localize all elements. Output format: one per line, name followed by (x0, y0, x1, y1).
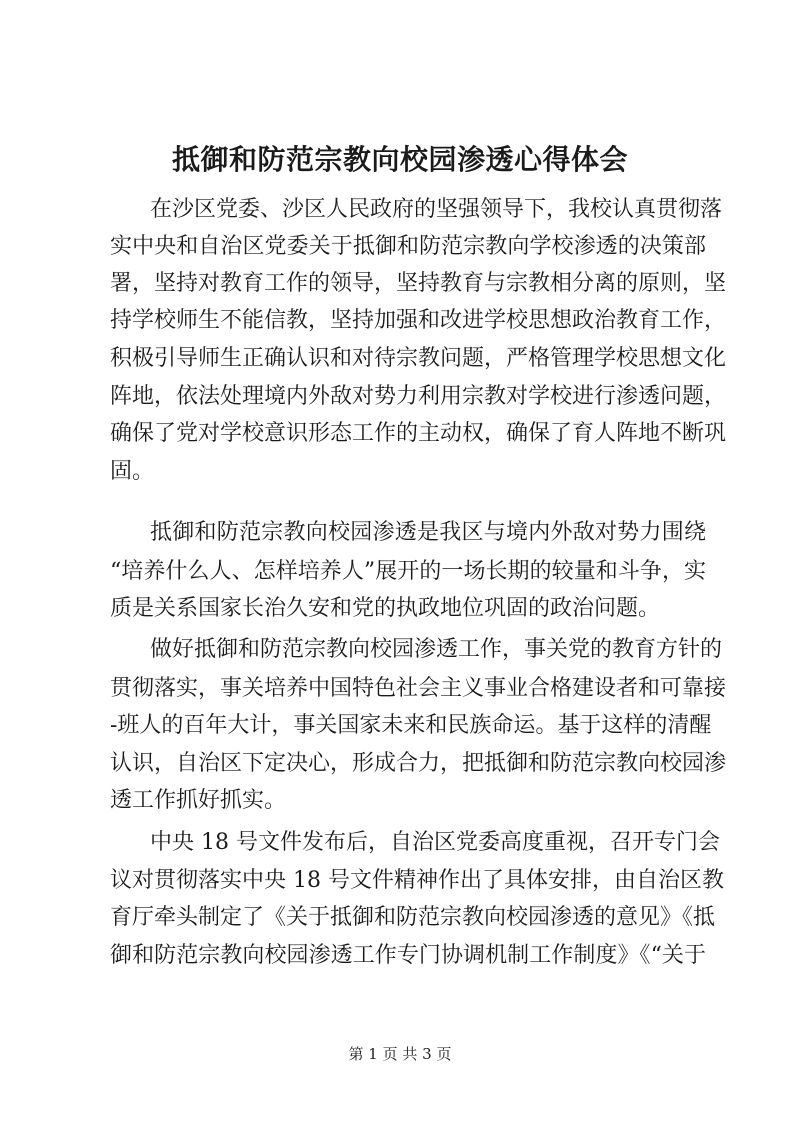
paragraph-line: 署，坚持对教育工作的领导，坚持教育与宗教相分离的原则，坚 (110, 271, 727, 296)
paragraph-line: 中央 18 号文件发布后，自治区党委高度重视，召开专门会 (150, 830, 720, 855)
paragraph-line: 做好抵御和防范宗教向校园渗透工作，事关党的教育方针的 (150, 637, 723, 662)
paragraph-line: 固。 (110, 459, 155, 484)
paragraph-line: 贯彻落实，事关培养中国特色社会主义事业合格建设者和可靠接 (110, 676, 727, 701)
paragraph-line: 确保了党对学校意识形态工作的主动权，确保了育人阵地不断巩 (110, 421, 727, 446)
document-title: 抵御和防范宗教向校园渗透心得体会 (171, 143, 628, 176)
paragraph-line: 认识，自治区下定决心，形成合力，把抵御和防范宗教向校园渗 (110, 751, 727, 776)
paragraph-line: 议对贯彻落实中央 18 号文件精神作出了具体安排，由自治区教 (110, 868, 724, 893)
paragraph-line: 实中央和自治区党委关于抵御和防范宗教向学校渗透的决策部 (110, 234, 706, 259)
paragraph-line: “培养什么人、怎样培养人”展开的一场长期的较量和斗争，实 (110, 559, 706, 584)
paragraph-line: 积极引导师生正确认识和对待宗教问题，严格管理学校思想文化 (110, 346, 727, 371)
paragraph-line: 御和防范宗教向校园渗透工作专门协调机制工作制度》《“关于 (110, 943, 706, 968)
paragraph-line: 育厅牵头制定了《关于抵御和防范宗教向校园渗透的意见》《抵 (110, 905, 716, 930)
paragraph-line: -班人的百年大计，事关国家未来和民族命运。基于这样的清醒 (110, 713, 712, 738)
paragraph-line: 持学校师生不能信教，坚持加强和改进学校思想政治教育工作， (110, 308, 727, 333)
paragraph-line: 抵御和防范宗教向校园渗透是我区与境内外敌对势力围绕 (150, 520, 706, 545)
paragraph-line: 在沙区党委、沙区人民政府的坚强领导下，我校认真贯彻落 (150, 197, 723, 222)
paragraph-line: 质是关系国家长治久安和党的执政地位巩固的政治问题。 (110, 596, 661, 621)
page-number-footer: 第 1 页 共 3 页 (348, 1045, 452, 1063)
paragraph-line: 阵地，依法处理境内外敌对势力利用宗教对学校进行渗透问题， (110, 384, 727, 409)
paragraph-line: 透工作抓好抓实。 (110, 788, 287, 813)
